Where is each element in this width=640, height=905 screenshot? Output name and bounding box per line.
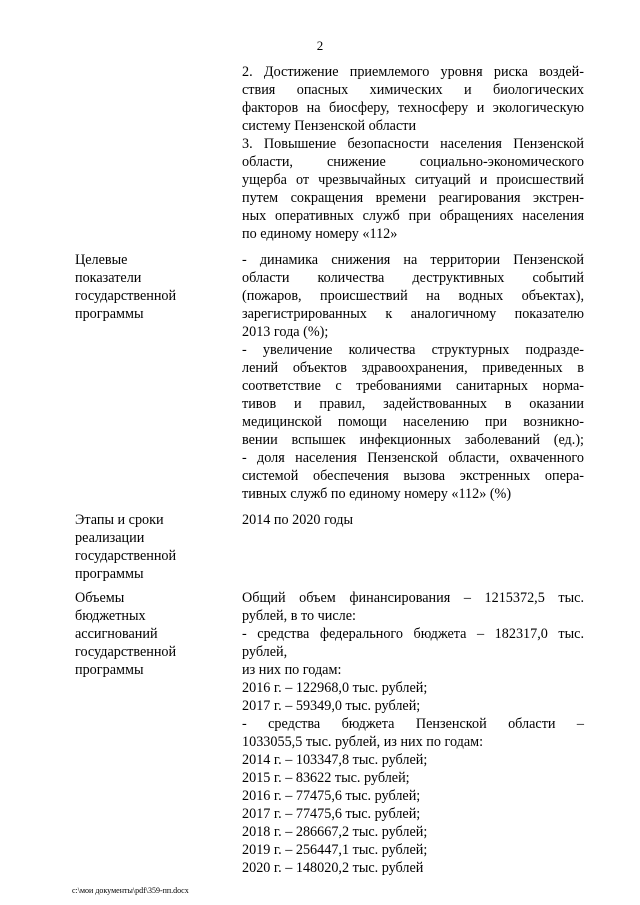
goal-line: ных оперативных служб при обращениях населения bbox=[242, 208, 584, 224]
funding-line: 2017 г. – 59349,0 тыс. рублей; bbox=[242, 698, 421, 714]
goal-line: по единому номеру «112» bbox=[242, 226, 398, 242]
target-line: - доля населения Пензенской области, охваченного bbox=[242, 450, 584, 466]
funding-line: - средства федерального бюджета – 182317,0 тыс. bbox=[242, 626, 584, 642]
heading-line: реализации bbox=[75, 530, 145, 546]
heading-line: государственной bbox=[75, 548, 177, 564]
stages-line: 2014 по 2020 годы bbox=[242, 512, 353, 528]
target-line: (пожаров, происшествий на водных объектах), bbox=[242, 288, 584, 304]
goal-line: 3. Повышение безопасности населения Пензенской bbox=[242, 136, 584, 152]
heading-line: программы bbox=[75, 566, 144, 582]
goal-line: путем сокращения времени реагирования экстрен- bbox=[242, 190, 584, 206]
goal-line: области, снижение социально-экономического bbox=[242, 154, 584, 170]
goal-line: 2. Достижение приемлемого уровня риска воздей- bbox=[242, 64, 584, 80]
funding-line: 2016 г. – 122968,0 тыс. рублей; bbox=[242, 680, 428, 696]
funding-line: Общий объем финансирования – 1215372,5 тыс. bbox=[242, 590, 584, 606]
goal-line: систему Пензенской области bbox=[242, 118, 417, 134]
target-line: - динамика снижения на территории Пензенской bbox=[242, 252, 584, 268]
funding-line: 2018 г. – 286667,2 тыс. рублей; bbox=[242, 824, 428, 840]
funding-line: 2020 г. – 148020,2 тыс. рублей bbox=[242, 860, 424, 876]
heading-line: бюджетных bbox=[75, 608, 146, 624]
heading-line: программы bbox=[75, 306, 144, 322]
heading-line: Целевые bbox=[75, 252, 128, 268]
goal-line: ущерба от чрезвычайных ситуаций и происшествий bbox=[242, 172, 584, 188]
heading-line: государственной bbox=[75, 644, 177, 660]
heading-line: показатели bbox=[75, 270, 142, 286]
page-number: 2 bbox=[316, 38, 324, 53]
target-line: области количества деструктивных событий bbox=[242, 270, 584, 286]
heading-line: Этапы и сроки bbox=[75, 512, 164, 528]
target-line: 2013 года (%); bbox=[242, 324, 329, 340]
goal-line: ствия опасных химических и биологических bbox=[242, 82, 584, 98]
funding-line: 2017 г. – 77475,6 тыс. рублей; bbox=[242, 806, 421, 822]
funding-line: 2015 г. – 83622 тыс. рублей; bbox=[242, 770, 410, 786]
target-line: тивов и правил, задействованных в оказании bbox=[242, 396, 584, 412]
target-line: тивных служб по единому номеру «112» (%) bbox=[242, 486, 512, 502]
funding-line: 2019 г. – 256447,1 тыс. рублей; bbox=[242, 842, 428, 858]
funding-line: из них по годам: bbox=[242, 662, 342, 678]
goal-line: факторов на биосферу, техносферу и экологическую bbox=[242, 100, 584, 116]
target-line: соответствие с требованиями санитарных норма- bbox=[242, 378, 584, 394]
funding-line: 1033055,5 тыс. рублей, из них по годам: bbox=[242, 734, 484, 750]
footer-file-path: c:\мои документы\pdf\359-пп.docx bbox=[72, 886, 189, 895]
target-line: зарегистрированных к аналогичному показателю bbox=[242, 306, 584, 322]
target-line: - увеличение количества структурных подразде- bbox=[242, 342, 584, 358]
funding-line: рублей, в то числе: bbox=[242, 608, 356, 624]
funding-line: 2016 г. – 77475,6 тыс. рублей; bbox=[242, 788, 421, 804]
target-line: вении вспышек инфекционных заболеваний (ед.); bbox=[242, 432, 584, 448]
heading-line: Объемы bbox=[75, 590, 125, 606]
heading-line: ассигнований bbox=[75, 626, 158, 642]
heading-line: программы bbox=[75, 662, 144, 678]
heading-line: государственной bbox=[75, 288, 177, 304]
target-line: медицинской помощи населению при возникно- bbox=[242, 414, 584, 430]
target-line: лений объектов здравоохранения, приведенных в bbox=[242, 360, 584, 376]
funding-line: рублей, bbox=[242, 644, 288, 660]
target-line: системой обеспечения вызова экстренных опера- bbox=[242, 468, 584, 484]
funding-line: 2014 г. – 103347,8 тыс. рублей; bbox=[242, 752, 428, 768]
funding-line: - средства бюджета Пензенской области – bbox=[242, 716, 584, 732]
